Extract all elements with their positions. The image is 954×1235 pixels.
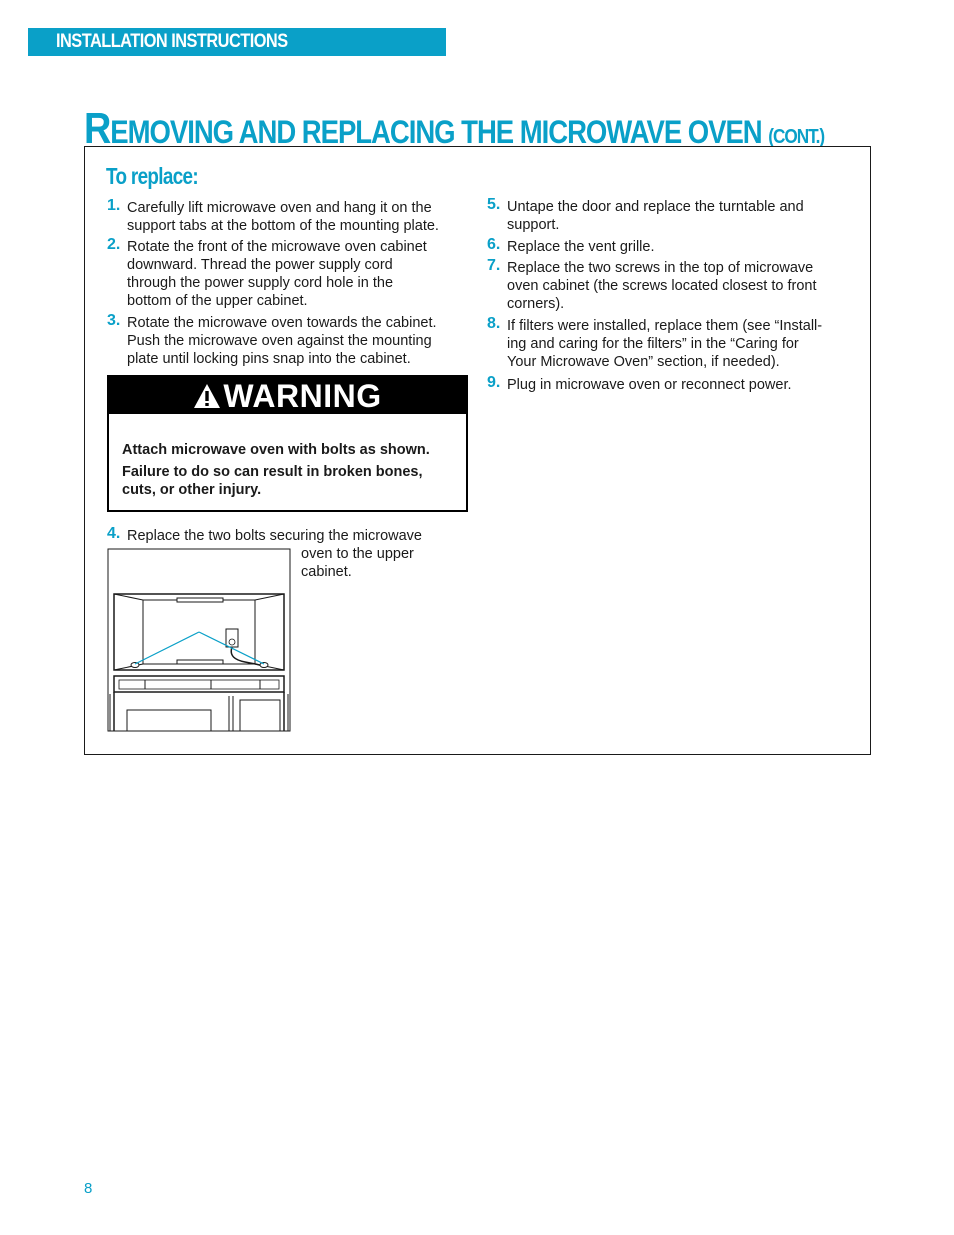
step-line: Replace the two bolts securing the microwave bbox=[127, 528, 422, 544]
step-line: bottom of the upper cabinet. bbox=[127, 293, 308, 309]
step-line: corners). bbox=[507, 296, 565, 312]
title-cont: (CONT.) bbox=[768, 126, 825, 148]
step-line: support. bbox=[507, 217, 560, 233]
step-line: oven cabinet (the screws located closest to front bbox=[507, 278, 817, 294]
step-line: Push the microwave oven against the mounting bbox=[127, 333, 432, 349]
step-line: Carefully lift microwave oven and hang it on the bbox=[127, 200, 432, 216]
step-line: Replace the vent grille. bbox=[507, 239, 655, 255]
step-number: 9. bbox=[487, 374, 501, 391]
step-line: oven to the upper bbox=[301, 546, 414, 562]
step-line: Rotate the front of the microwave oven cabinet bbox=[127, 239, 427, 255]
page-number: 8 bbox=[84, 1180, 93, 1197]
step-line: support tabs at the bottom of the mounting plate. bbox=[127, 218, 439, 234]
step-line: Rotate the microwave oven towards the cabinet. bbox=[127, 315, 437, 331]
step-line: ing and caring for the filters” in the “Caring for bbox=[507, 336, 799, 352]
warning-heading-text: WARNING bbox=[223, 378, 382, 414]
step-line: Your Microwave Oven” section, if needed). bbox=[507, 354, 780, 370]
step-line: cabinet. bbox=[301, 564, 352, 580]
step-line: downward. Thread the power supply cord bbox=[127, 257, 393, 273]
title-initial: R bbox=[84, 104, 111, 153]
step-line: Plug in microwave oven or reconnect power. bbox=[507, 377, 792, 393]
step-line: Replace the two screws in the top of microwave bbox=[507, 260, 814, 276]
warning-line: cuts, or other injury. bbox=[122, 482, 262, 498]
step-number: 5. bbox=[487, 196, 501, 213]
step-number: 4. bbox=[107, 525, 121, 542]
subhead-to-replace: To replace: bbox=[106, 163, 199, 189]
section-label: INSTALLATION INSTRUCTIONS bbox=[56, 31, 288, 52]
warning-line: Attach microwave oven with bolts as shown. bbox=[122, 442, 430, 458]
step-line: plate until locking pins snap into the cabinet. bbox=[127, 351, 411, 367]
step-number: 3. bbox=[107, 312, 121, 329]
step-number: 1. bbox=[107, 197, 121, 214]
warning-triangle-icon bbox=[193, 383, 221, 409]
step-line: If filters were installed, replace them (see “Install- bbox=[507, 318, 823, 334]
step-number: 8. bbox=[487, 315, 501, 332]
step-number: 7. bbox=[487, 257, 501, 274]
section-header-bar bbox=[28, 28, 446, 56]
step-number: 2. bbox=[107, 236, 121, 253]
warning-box bbox=[107, 375, 468, 512]
step-line: through the power supply cord hole in the bbox=[127, 275, 394, 291]
microwave-bolts-diagram bbox=[107, 548, 291, 732]
warning-text bbox=[122, 441, 430, 499]
title-main: EMOVING AND REPLACING THE MICROWAVE OVEN bbox=[110, 114, 762, 150]
warning-heading bbox=[109, 377, 466, 414]
warning-line: Failure to do so can result in broken bones, bbox=[122, 464, 423, 480]
step-number: 6. bbox=[487, 236, 501, 253]
step-line: Untape the door and replace the turntable and bbox=[507, 199, 804, 215]
